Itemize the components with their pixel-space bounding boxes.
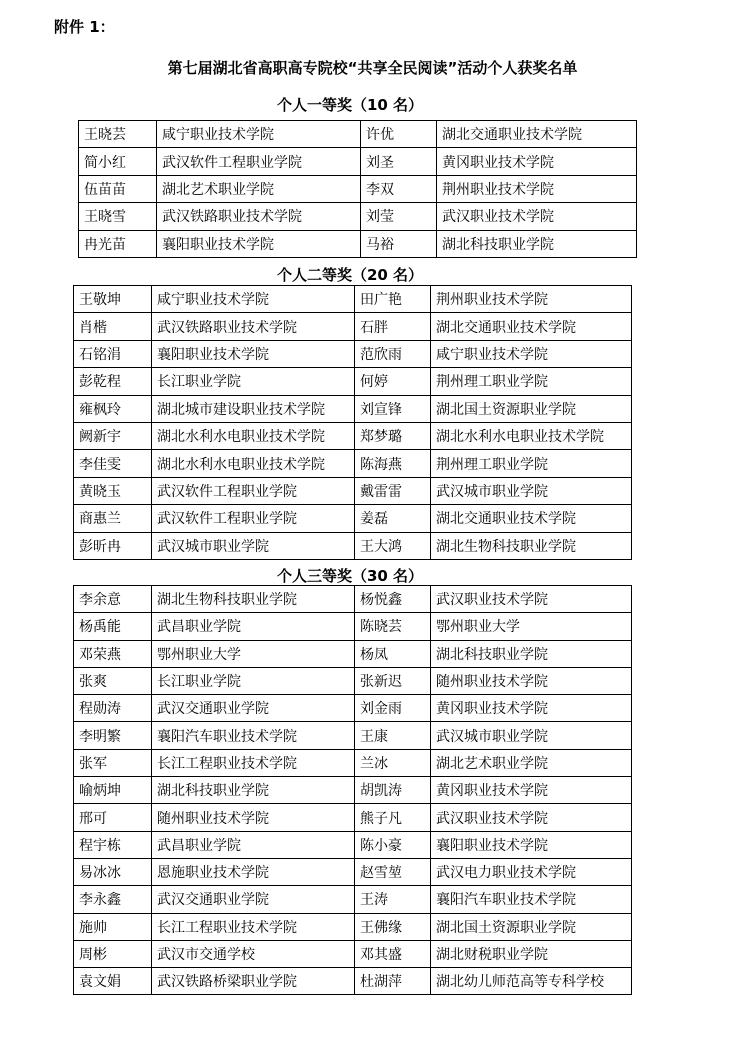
winner-school: 武汉市交通学校 [152,940,355,967]
winner-name: 张军 [74,749,152,776]
table-row [74,722,632,749]
winner-school: 武汉软件工程职业学院 [157,148,361,175]
table-row [74,477,632,504]
winner-school: 湖北科技职业学院 [152,777,355,804]
winner-name: 杨悦鑫 [355,586,431,613]
winner-name: 冉光苗 [79,230,157,257]
winner-name: 王晓芸 [79,121,157,148]
winner-school: 武昌职业学院 [152,613,355,640]
winner-name: 王敬坤 [74,286,152,313]
winner-school: 荆州职业技术学院 [437,175,637,202]
third-prize-table [73,585,632,995]
winner-name: 喻炳坤 [74,777,152,804]
winner-school: 武汉城市职业学院 [152,532,355,559]
first-prize-table [78,120,637,258]
winner-name: 石铭涓 [74,340,152,367]
winner-school: 鄂州职业大学 [431,613,632,640]
winner-school: 随州职业技术学院 [152,804,355,831]
winner-school: 襄阳汽车职业技术学院 [152,722,355,749]
winner-school: 武汉铁路职业技术学院 [157,203,361,230]
winner-name: 李佳雯 [74,450,152,477]
document-title: 第七届湖北省高职高专院校“共享全民阅读”活动个人获奖名单 [167,59,578,77]
winner-school: 湖北交通职业技术学院 [437,121,637,148]
winner-name: 伍苗苗 [79,175,157,202]
table-row [79,230,637,257]
winner-school: 黄冈职业技术学院 [431,695,632,722]
table-row [79,175,637,202]
winner-school: 湖北幼儿师范高等专科学校 [431,968,632,995]
winner-school: 湖北科技职业学院 [437,230,637,257]
annex-label: 附件 1： [54,18,115,36]
winner-name: 陈海燕 [355,450,431,477]
winner-name: 张新迟 [355,667,431,694]
table-row [74,886,632,913]
table-row [74,968,632,995]
winner-school: 武汉职业技术学院 [437,203,637,230]
table-row [74,940,632,967]
winner-school: 长江职业学院 [152,667,355,694]
winner-name: 肖楷 [74,313,152,340]
table-row [74,422,632,449]
winner-name: 杨禹能 [74,613,152,640]
winner-name: 李明繁 [74,722,152,749]
winner-name: 王佛缘 [355,913,431,940]
winner-school: 恩施职业技术学院 [152,858,355,885]
winner-school: 武汉交通职业学院 [152,695,355,722]
table-row [74,695,632,722]
winner-school: 襄阳职业技术学院 [152,340,355,367]
winner-name: 王大鸿 [355,532,431,559]
winner-name: 彭昕冉 [74,532,152,559]
winner-name: 刘莹 [361,203,437,230]
winner-name: 李永鑫 [74,886,152,913]
winner-name: 熊子凡 [355,804,431,831]
winner-school: 湖北水利水电职业技术学院 [152,422,355,449]
winner-school: 武汉铁路职业技术学院 [152,313,355,340]
winner-name: 邓荣燕 [74,640,152,667]
winner-name: 程宇栋 [74,831,152,858]
winner-school: 武汉城市职业学院 [431,722,632,749]
winner-name: 商惠兰 [74,505,152,532]
table-row [74,313,632,340]
winner-school: 武汉职业技术学院 [431,586,632,613]
table-row [74,586,632,613]
table-row [74,804,632,831]
winner-name: 何婷 [355,368,431,395]
winner-name: 邢可 [74,804,152,831]
winner-name: 戴雷雷 [355,477,431,504]
winner-school: 长江职业学院 [152,368,355,395]
winner-name: 周彬 [74,940,152,967]
winner-school: 咸宁职业技术学院 [152,286,355,313]
winner-name: 杜湖萍 [355,968,431,995]
winner-school: 咸宁职业技术学院 [157,121,361,148]
winner-school: 武汉软件工程职业学院 [152,477,355,504]
winner-school: 湖北国土资源职业学院 [431,913,632,940]
table-row [74,858,632,885]
winner-name: 程勋涛 [74,695,152,722]
winner-school: 湖北科技职业学院 [431,640,632,667]
winner-name: 范欣雨 [355,340,431,367]
winner-name: 张爽 [74,667,152,694]
table-row [74,340,632,367]
table-row [74,286,632,313]
winner-school: 湖北艺术职业学院 [157,175,361,202]
winner-name: 兰冰 [355,749,431,776]
winner-school: 湖北生物科技职业学院 [431,532,632,559]
winner-name: 许优 [361,121,437,148]
winner-school: 湖北艺术职业学院 [431,749,632,776]
table-row [74,667,632,694]
winner-name: 易冰冰 [74,858,152,885]
winner-name: 王康 [355,722,431,749]
winner-school: 湖北财税职业学院 [431,940,632,967]
winner-school: 湖北城市建设职业技术学院 [152,395,355,422]
winner-school: 荆州职业技术学院 [431,286,632,313]
winner-school: 长江工程职业技术学院 [152,749,355,776]
winner-school: 湖北国土资源职业学院 [431,395,632,422]
winner-name: 雍枫玲 [74,395,152,422]
winner-name: 黄晓玉 [74,477,152,504]
winner-school: 武汉电力职业技术学院 [431,858,632,885]
winner-school: 武汉城市职业学院 [431,477,632,504]
winner-school: 武汉交通职业学院 [152,886,355,913]
winner-school: 襄阳职业技术学院 [157,230,361,257]
third-prize-heading: 个人三等奖（30 名） [276,567,424,585]
table-row [79,121,637,148]
winner-school: 咸宁职业技术学院 [431,340,632,367]
table-row [74,749,632,776]
winner-name: 陈小豪 [355,831,431,858]
winner-school: 黄冈职业技术学院 [431,777,632,804]
winner-name: 马裕 [361,230,437,257]
winner-school: 襄阳职业技术学院 [431,831,632,858]
winner-school: 长江工程职业技术学院 [152,913,355,940]
table-row [74,505,632,532]
table-row [79,203,637,230]
winner-name: 石胖 [355,313,431,340]
winner-school: 湖北交通职业技术学院 [431,505,632,532]
table-row [74,613,632,640]
winner-school: 湖北水利水电职业技术学院 [152,450,355,477]
winner-school: 武汉软件工程职业学院 [152,505,355,532]
winner-name: 杨凤 [355,640,431,667]
winner-school: 湖北水利水电职业技术学院 [431,422,632,449]
winner-name: 刘圣 [361,148,437,175]
table-row [74,831,632,858]
winner-name: 陈晓芸 [355,613,431,640]
winner-name: 邓其盛 [355,940,431,967]
table-row [79,148,637,175]
winner-name: 李余意 [74,586,152,613]
second-prize-table [73,285,632,560]
winner-name: 田广艳 [355,286,431,313]
winner-school: 荆州理工职业学院 [431,368,632,395]
winner-school: 鄂州职业大学 [152,640,355,667]
winner-name: 刘金雨 [355,695,431,722]
table-row [74,450,632,477]
winner-name: 王晓雪 [79,203,157,230]
winner-school: 黄冈职业技术学院 [437,148,637,175]
winner-school: 襄阳汽车职业技术学院 [431,886,632,913]
winner-name: 王涛 [355,886,431,913]
table-row [74,640,632,667]
winner-name: 刘宣锋 [355,395,431,422]
winner-school: 武昌职业学院 [152,831,355,858]
winner-name: 郑梦璐 [355,422,431,449]
winner-school: 武汉铁路桥梁职业学院 [152,968,355,995]
table-row [74,532,632,559]
winner-name: 赵雪堃 [355,858,431,885]
winner-name: 袁文娟 [74,968,152,995]
winner-school: 随州职业技术学院 [431,667,632,694]
table-row [74,913,632,940]
first-prize-heading: 个人一等奖（10 名） [276,96,424,114]
winner-name: 施帅 [74,913,152,940]
winner-school: 湖北交通职业技术学院 [431,313,632,340]
winner-name: 胡凯涛 [355,777,431,804]
winner-name: 简小红 [79,148,157,175]
winner-school: 武汉职业技术学院 [431,804,632,831]
winner-name: 阙新宇 [74,422,152,449]
table-row [74,395,632,422]
winner-name: 彭乾程 [74,368,152,395]
winner-name: 姜磊 [355,505,431,532]
table-row [74,777,632,804]
winner-school: 湖北生物科技职业学院 [152,586,355,613]
second-prize-heading: 个人二等奖（20 名） [276,266,424,284]
winner-name: 李双 [361,175,437,202]
winner-school: 荆州理工职业学院 [431,450,632,477]
table-row [74,368,632,395]
